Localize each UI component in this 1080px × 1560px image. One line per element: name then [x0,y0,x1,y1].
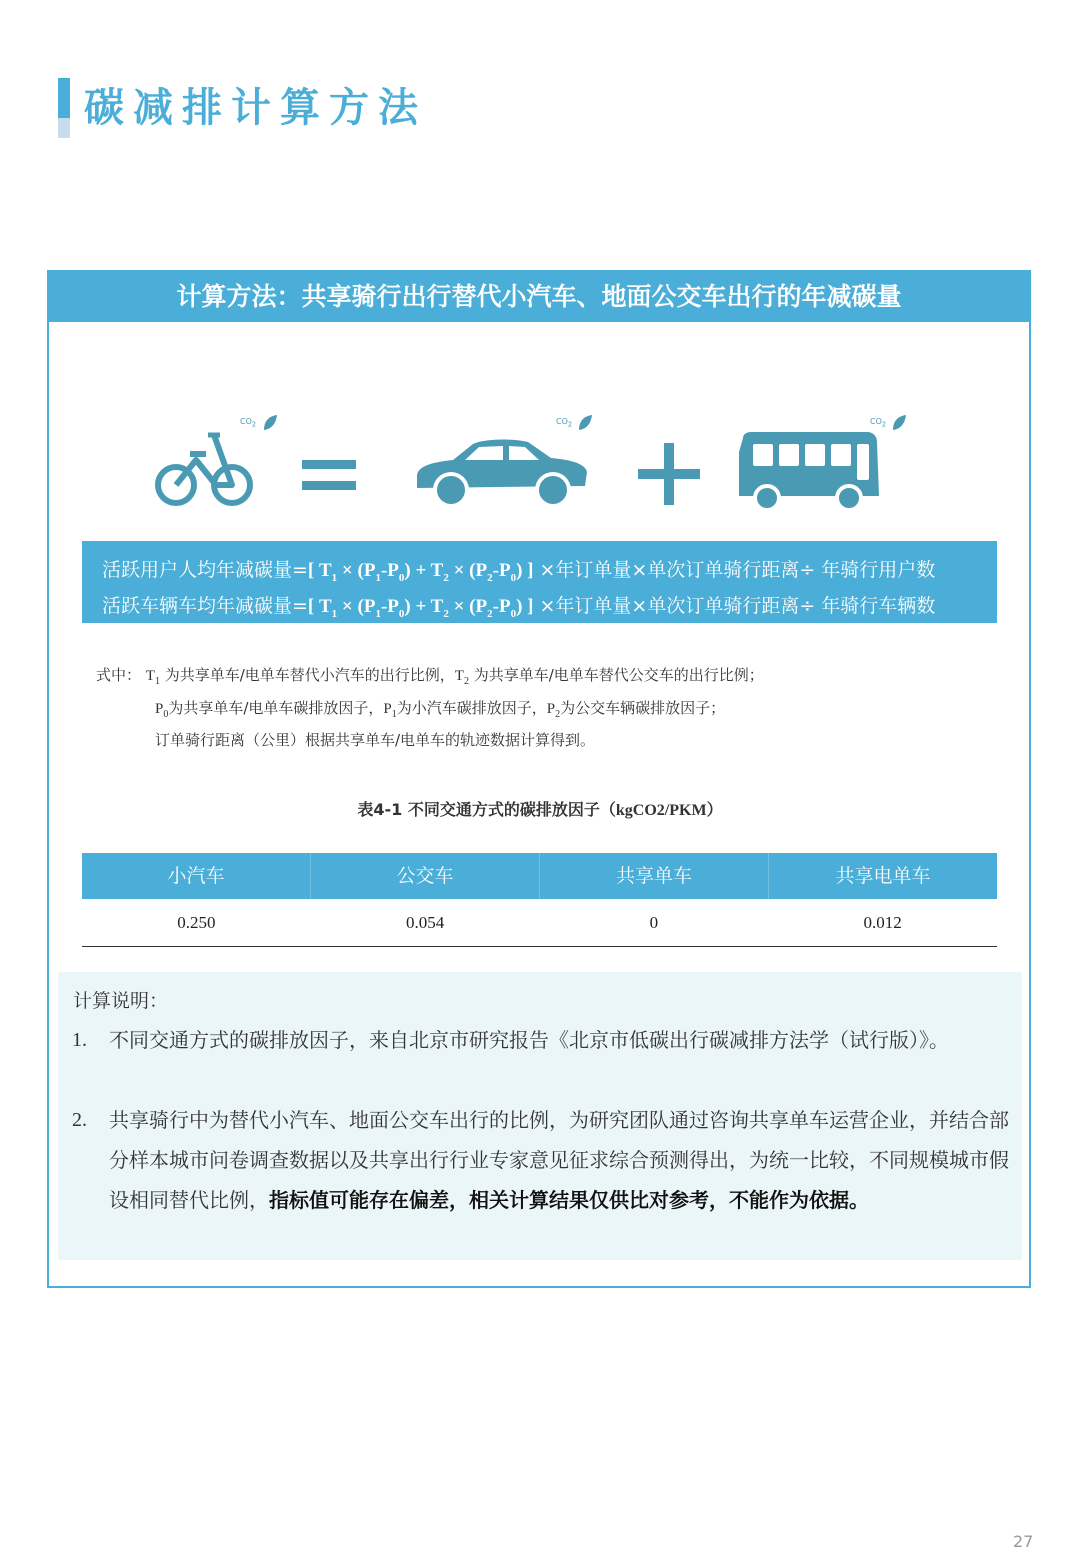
note-line-1: 式中： $T_1$ 为共享单车/电单车替代小汽车的出行比例，$T_2$ 为共享单车/电单车替代公交车的出行比例； [96,666,764,687]
plus-icon [638,443,700,509]
co2-label: $CO_2$ [870,417,887,429]
title-accent-bar [58,78,70,118]
leaf-icon [577,414,593,436]
note-line-2: $P_0$为共享单车/电单车碳排放因子，$P_1$为小汽车碳排放因子，$P_2$为公交车辆碳排放因子； [155,699,726,720]
car-icon [413,438,588,512]
formula-line-user: 活跃用户人均年减碳量=[ $T_1 \times (P_1-P_0) + T_2 \times (P_2-P_0)$ ] ×年订单量×单次订单骑行距离÷ 年骑行用户数 [102,559,936,584]
co2-label: $CO_2$ [240,417,257,429]
formula-line-vehicle: 活跃车辆车均年减碳量=[ $T_1 \times (P_1-P_0) + T_2 \times (P_2-P_0)$ ] ×年订单量×单次订单骑行距离÷ 年骑行车辆数 [102,595,936,620]
leaf-icon [891,414,907,436]
page-number: 27 [1013,1532,1034,1551]
table-cell: 0.250 [177,913,216,932]
title-accent-bar-light [58,118,70,138]
list-item-text: 不同交通方式的碳排放因子，来自北京市研究报告《北京市低碳出行碳减排方法学（试行版）》。 [109,1028,949,1052]
table-header-cell: 共享电单车 [768,853,997,899]
formula-box [82,541,997,623]
table-header-row [82,853,997,899]
table-cell: 0.054 [406,913,445,932]
calculation-notes [58,972,1022,1260]
section-title: 碳减排计算方法 [84,85,427,131]
table-cell: 0 [649,913,659,932]
equals-icon [302,460,356,494]
table-header-cell: 公交车 [310,853,539,899]
leaf-icon [262,414,278,436]
list-item-number: 1. [72,1029,87,1051]
bus-icon [737,432,882,516]
method-box-title: 计算方法：共享骑行出行替代小汽车、地面公交车出行的年减碳量 [49,272,1029,322]
table-row [82,899,997,947]
co2-label: $CO_2$ [556,417,573,429]
table-title: 表4-1 不同交通方式的碳排放因子（kgCO2/PKM） [357,800,723,819]
list-item-text: 共享骑行中为替代小汽车、地面公交车出行的比例，为研究团队通过咨询共享单车运营企业，并结合部分样本城市问卷调查数据以及共享出行行业专家意见征求综合预测得出，为统一比较，不同规模城市假设相同替代比例，指标值可能存在偏差，相关计算结果仅供比对参考，不能作为依据。 [109,1108,1009,1212]
note-line-3: 订单骑行距离（公里）根据共享单车/电单车的轨迹数据计算得到。 [155,731,596,749]
table-cell: 0.012 [863,913,902,932]
emission-factor-table [82,853,997,947]
calculation-notes-title: 计算说明： [73,990,169,1012]
table-header-cell: 小汽车 [167,865,225,887]
list-item-number: 2. [72,1109,87,1131]
table-header-cell: 共享单车 [539,853,768,899]
bicycle-icon [154,430,254,514]
